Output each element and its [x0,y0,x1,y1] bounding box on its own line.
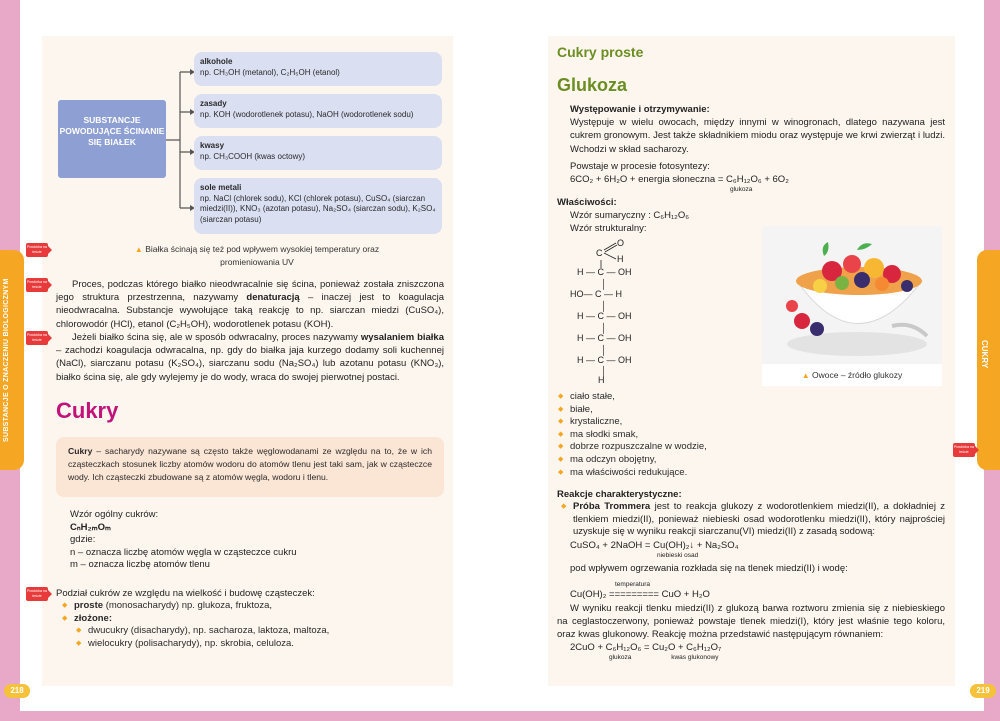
division-intro: Podział cukrów ze względu na wielkość i budowę cząsteczek: [56,588,315,599]
category-box-kwasy [194,136,442,170]
list-item: ◆ dwucukry (disacharydy), np. sacharoza, laktoza, maltoza, [76,625,444,638]
sum-formula: Wzór sumaryczny : C₆H₁₂O₆ [570,210,690,222]
n-definition: n – oznacza liczbę atomów węgla w cząsteczce cukru [70,546,297,558]
text: – inaczej jest to koagulacja nieodwracalna. Substancje wywołujące taką reakcję to np. siarczan miedzi (CuSO₄), chlorowodór (HCl), etanol (C₂H₅OH), wodorotlenek potasu (KOH). [56,292,444,330]
category-title: kwasy [200,141,225,150]
label-glukoza: glukoza [730,186,753,194]
side-tab-right [977,250,1000,470]
reaction-photosynthesis: 6CO₂ + 6H₂O + energia słoneczna = C₆H₁₂O₆ + 6O₂ [570,174,789,186]
review-badge: Powtórka na teście [26,243,48,257]
reactions-heading: Reakcje charakterystyczne: [557,489,682,500]
formula: CₙH₂ₘOₘ [70,521,111,533]
category-title: alkohole [200,57,233,66]
list-item: ◆ ma słodki smak, [558,429,758,442]
text: (monosacharydy) np. glukoza, fruktoza, [105,600,273,612]
diagram-center-box: SUBSTANCJE POWODUJĄCE ŚCINANIE SIĘ BIAŁEK [58,100,166,178]
occurrence-block [570,103,945,156]
bond-lines [600,240,620,270]
m-definition: m – oznacza liczbę atomów tlenu [70,559,210,571]
review-badge: Powtórka na teście [953,443,975,457]
term-proste: proste [74,600,104,612]
struct-row: H — C — OH [577,311,632,321]
category-box-zasady [194,94,442,128]
struct-row: HO— C — H [570,289,623,299]
section-label-cukry-proste: Cukry proste [557,44,644,60]
label-temperatura: temperatura [615,581,651,589]
list-item: ◆ wielocukry (polisacharydy), np. skrobia, celuloza. [76,638,444,651]
properties-block [557,196,757,236]
list-item: ◆ ma odczyn obojętny, [558,454,758,467]
photo-caption-text: Owoce – źródło glukozy [812,370,903,380]
review-badge: Powtórka na teście [26,278,48,292]
section-title-cukry: Cukry [56,398,119,423]
reaction-glucose-oxidation: 2CuO + C₆H₁₂O₆ = Cu₂O + C₆H₁₂O₇ [570,642,722,654]
heating-text: pod wpływem ogrzewania rozkłada się na tlenek miedzi(II) i wodę: [570,563,848,575]
atom-c: C [596,248,603,258]
list-item: ◆ ma właściwości redukujące. [558,467,758,480]
struct-formula-label: Wzór strukturalny: [570,223,647,235]
struct-row: H — C — OH [577,355,632,365]
properties-list [558,391,758,479]
properties-heading: Właściwości: [557,197,617,208]
definition-term: Cukry [68,446,93,456]
reaction-decomposition: Cu(OH)₂ ========= CuO + H₂O [570,589,710,601]
category-text: np. CH₃COOH (kwas octowy) [200,151,306,161]
atom-h: H [598,375,605,385]
atom-o: O [617,238,625,248]
list-item [62,600,444,613]
general-formula-block [70,509,430,572]
review-badge: Powtórka na teście [26,331,48,345]
category-box-sole-metali [194,178,442,234]
photo-caption [762,364,942,386]
term-denaturacja: denaturacją [246,292,300,304]
glucose-structural-formula: C O H H — C — OH │ HO— C — H │ H — C — OH │ H — C — OH │ H — C — OH │ H [570,238,632,385]
list-item: ◆ ciało stałe, [558,391,758,404]
term-zlozone: złożone: [74,612,112,624]
page-number-left: 218 [4,684,30,698]
division-list [62,600,444,625]
text: – zachodzi koagulacja odwracalna, np. gdy do białka jaja kurzego dodamy soli kuchennej (NaCl), siarczanu potasu (K₂SO₄), siarczanu sodu (Na₂SO₄) lub azotanu potasu (KNO₃), białko ścina się, ale gdy wylejemy je do wody, wraca do swojej pierwotnej postaci. [56,345,444,383]
list-item: ◆ krystaliczne, [558,416,758,429]
category-text: np. KOH (wodorotlenek potasu), NaOH (wodorotlenek sodu) [200,109,414,119]
diagram-caption [132,243,382,268]
photosynthesis-block [570,160,930,194]
review-badge: Powtórka na teście [26,587,48,601]
category-box-alkohole [194,52,442,86]
list-item [62,613,444,626]
formula-label: Wzór ogólny cukrów: [70,509,159,520]
category-title: zasady [200,99,227,108]
list-item: ◆ białe, [558,404,758,417]
struct-row: H — C — OH [577,267,632,277]
reaction-cuso4: CuSO₄ + 2NaOH = Cu(OH)₂↓ + Na₂SO₄ [570,539,739,551]
category-text: np. NaCl (chlorek sodu), KCl (chlorek potasu), CuSO₄ (siarczan miedzi(II)), KNO₃ (azotan potasu), Na₂SO₄ (siarczan sodu), K₂SO₄ (siarczan potasu) [200,193,436,224]
side-tab-left [0,250,24,470]
reactions-list [561,501,945,539]
category-title: sole metali [200,183,242,192]
list-item [561,501,945,539]
atom-h: H [617,254,624,264]
paragraph-salting-out [56,331,444,384]
photosynthesis-label: Powstaje w procesie fotosyntezy: [570,161,710,172]
occurrence-text: Występuje w wielu owocach, między innymi w winogronach, dlatego nazywana jest cukrem gronowym. Jest także składnikiem miodu oraz występuje we krwi zwierząt i ludzi. Wchodzi w skład sacharozy. [570,117,945,155]
occurrence-heading: Występowanie i otrzymywanie: [570,104,710,115]
term-trommer: Próba Trommera [573,501,651,513]
text: jest to reakcja glukozy z wodorotlenkiem miedzi(II), a dokładniej z tlenkiem miedzi(II), ponieważ niebieski osad wodorotlenku miedzi(II), który najprościej uzyskuje się w wyniku reakcji siarczanu(VI) miedzi(II) z zasadą sodową: [573,501,946,538]
caption-text: Białka ścinają się też pod wpływem wysokiej temperatury oraz promieniowania UV [145,244,380,267]
term-wysalanie: wysalaniem białka [360,332,444,343]
text: Jeżeli białko ścina się, ale w sposób odwracalny, proces nazywamy [72,332,358,343]
paragraph-denaturation [56,278,444,331]
label-niebieski-osad: niebieski osad [657,552,699,560]
text: Proces, podczas którego białko nieodwracalnie się ścina, ponieważ została zniszczona jego struktura przestrzenna, nazywamy [56,279,444,304]
gdzie-label: gdzie: [70,534,96,546]
fruit-bowl-illustration [762,226,942,366]
triangle-icon: ▲ [801,371,810,380]
book-frame-bottom [0,711,1000,721]
labels-row [609,654,945,662]
category-text: np. CH₃OH (metanol), C₂H₅OH (etanol) [200,67,340,77]
diagram-connectors [166,60,196,220]
side-tab-left-label: SUBSTANCJE O ZNACZENIU BIOLOGICZNYM [3,278,10,442]
title-glukoza: Glukoza [557,75,628,95]
definition-text: – sacharydy nazywane są często także węglowodanami ze względu na to, że w ich cząsteczkach stosunek liczby atomów wodoru do atomów tlenu jest taki sam, jak w cząsteczce wody. Ich cząsteczki zbudowane są z atomów węgla, wodoru i tlenu. [68,446,433,482]
triangle-icon: ▲ [134,245,143,254]
side-tab-right-label: CUKRY [980,340,989,369]
result-text: W wyniku reakcji tlenku miedzi(II) z glukozą barwa roztworu zmienia się z niebieskiego na ceglastoczerwony, ponieważ powstaje tlenek miedzi(I), który jest właśnie tego koloru, oraz kwas glukonowy. Reakcję można przedstawić następującym równaniem: [557,602,945,640]
reactions-block [557,488,945,662]
division-block [56,587,444,651]
page-number-right: 219 [970,684,996,698]
definition-box [56,437,444,497]
label-kwas-glukonowy: kwas glukonowy [671,654,719,662]
label-glukoza: glukoza [609,654,632,662]
list-item: ◆ dobrze rozpuszczalne w wodzie, [558,441,758,454]
fruit-bowl-photo [762,226,942,386]
struct-row: H — C — OH [577,333,632,343]
sublist [76,625,444,650]
